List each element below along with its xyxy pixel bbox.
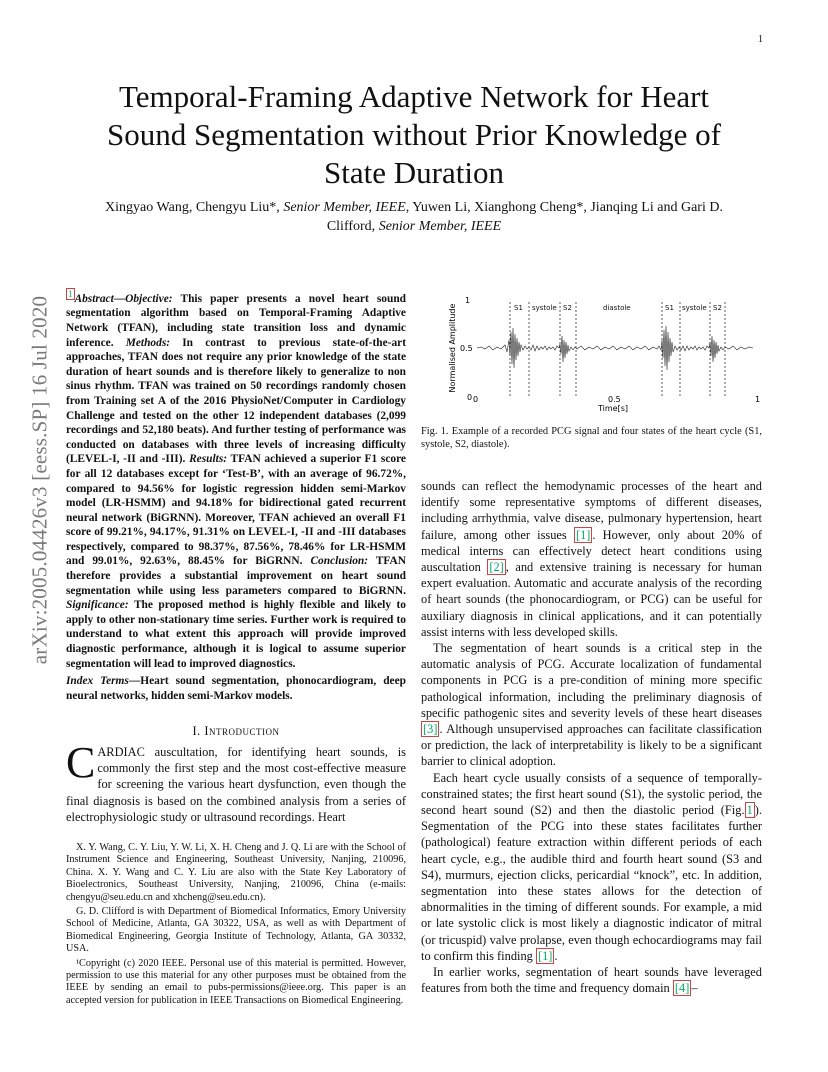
authors-part-1: Xingyao Wang, Chengyu Liu*,: [105, 200, 280, 215]
right-column-body: [421, 478, 762, 997]
index-terms-text: Heart sound segmentation, phonocardiogram, deep neural networks, hidden semi-Markov models.: [66, 675, 406, 702]
figure-1-pcg-plot: [445, 290, 765, 415]
segment-label-s1-a: S1: [514, 304, 523, 312]
footnote-affiliation: X. Y. Wang, C. Y. Liu, Y. W. Li, X. H. Cheng and J. Q. Li are with the School of Instrument Science and Engineering, Southeast University, Nanjing, 210096, China. X. Y. Wang and C. Y. Liu are also with the State Key Laboratory of Bioelectronics, Southeast University, Nanjing, 210096, China (e-mails: chengyu@seu.edu.cn and xhcheng@seu.edu.cn).: [66, 842, 406, 903]
figure-1-caption: Fig. 1. Example of a recorded PCG signal and four states of the heart cycle (S1, systole, S2, diastole).: [421, 426, 762, 450]
abstract-results: TFAN achieved a superior F1 score for all 12 databases except for ‘Test-B’, with an average of 96.72%, compared to 94.56% for logistic regression hidden semi-Markov model (LR-HSMM) and 94.18% for bidirectional gated recurrent neural network (BiGRNN). Moreover, TFAN achieved an overall F1 score of 99.21%, 94.17%, 91.31% on LEVEL-I, -II and -III databases respectively, compared to 98.37%, 87.56%, 78.46% for LR-HSMM and 99.01%, 92.63%, 88.45% for BiGRNN.: [66, 453, 406, 568]
citation-link-2[interactable]: [2]: [489, 560, 504, 575]
footnotes: [66, 842, 406, 1009]
right-paragraph-2: [421, 640, 762, 770]
authors-member-2: Senior Member, IEEE: [378, 219, 502, 234]
citation-link-3[interactable]: [3]: [423, 722, 438, 737]
right-paragraph-3: [421, 770, 762, 964]
segment-label-s2-b: S2: [713, 304, 722, 312]
page-number: 1: [758, 34, 763, 45]
abstract: $^1$ Abstract—Objective: This paper presents a novel heart sound segmentation algorithm based on Temporal-Framing Adaptive Network (TFAN), including state transition loss and dynamic inference. Methods: In contrast to previous state-of-the-art approaches, TFAN does not require any prior knowledge of the state duration of heart sounds and is therefore likely to generalize to non sinus rhythm. TFAN was trained on 50 recordings randomly chosen from Training set A of the 2016 PhysioNet/Computer in Cardiology Challenge and tested on the other 12 independent databases (2,099 recordings and 52,180 beats). And further testing of performance was conducted on databases with three levels of increasing difficulty (LEVEL-I, -II and -III). Results: TFAN achieved a superior F1 score for all 12 databases except for ‘Test-B’, with an average of 96.72%, compared to 94.56% for logistic regression hidden semi-Markov model (LR-HSMM) and 94.18% for bidirectional gated recurrent neural network (BiGRNN). Moreover, TFAN achieved an overall F1 score of 99.21%, 94.17%, 91.31% on LEVEL-I, -II and -III databases respectively, compared to 98.37%, 87.56%, 78.46% for LR-HSMM and 99.01%, 92.63%, 88.45% for BiGRNN. Conclusion: TFAN therefore provides a substantial improvement on heart sound segmentation while using less parameters compared to BiGRNN. Significance: The proposed method is highly flexible and likely to apply to other non-stationary time series. Further work is required to understand to what extent this approach will provide improved diagnostic performance, although it is logical to assume superior segmentation will lead to improved diagnostics.: [66, 289, 406, 670]
right-paragraph-4: [421, 964, 762, 996]
intro-paragraph: [66, 738, 406, 825]
drop-cap: C: [66, 738, 96, 787]
citation-link-5[interactable]: [1]: [537, 948, 553, 963]
p2-text-b: . Although unsupervised approaches can facilitate classification or prediction, the lack of interpretability is likely to be a significant barrier to clinical adoption.: [421, 722, 762, 769]
p1-text-a: sounds can reflect the hemodynamic processes of the heart and identify some representative symptoms of different diseases, including arrhythmia, valve disease, pulmonary hypertension, heart failure, among other issues: [421, 479, 762, 542]
results-label: Results:: [189, 453, 228, 466]
abstract-methods: In contrast to previous state-of-the-art approaches, TFAN does not require any prior knowledge of the state duration of heart sounds and is therefore likely to generalize to non sinus rhythm. TFAN was trained on 50 recordings randomly chosen from Training set A of the 2016 PhysioNet/Computer in Cardiology Challenge and tested on the other 12 independent databases (2,099 recordings and 52,180 beats). And further testing of performance was conducted on databases with three levels of increasing difficulty (LEVEL-I, -II and -III).: [66, 336, 406, 466]
figure-xtick-1: 1: [755, 395, 761, 404]
index-terms-label: Index Terms: [66, 675, 129, 687]
segment-label-diastole: diastole: [603, 304, 631, 312]
citation-link-6[interactable]: [4]: [674, 981, 690, 996]
section-heading-introduction: I. Introduction: [192, 724, 280, 738]
index-terms: Index Terms—Heart sound segmentation, phonocardiogram, deep neural networks, hidden semi-Markov models.: [66, 675, 406, 702]
footnote-copyright: ¹Copyright (c) 2020 IEEE. Personal use of this material is permitted. However, permission to use this material for any other purposes must be obtained from the IEEE by sending an email to pubs-permissions@ieee.org. This paper is an accepted version for publication in IEEE Transactions on Biomedical Engineering.: [66, 957, 406, 1006]
right-paragraph-1: [421, 478, 762, 640]
objective-label: Objective:: [125, 292, 173, 305]
p1-text-b: . However, only about 20% of medical interns can effectively detect heart conditions using auscultation: [421, 527, 762, 575]
authors-part-3: Clifford,: [326, 219, 376, 234]
abstract-significance: The proposed method is highly flexible and likely to apply to other non-stationary time series. Further work is required to understand to what extent this approach will provide improved diagnostic performance, although it is logical to assume superior segmentation will lead to improved diagnostics.: [66, 599, 406, 670]
citation-link-1[interactable]: [1]: [575, 527, 591, 542]
pcg-waveform: [477, 326, 753, 370]
abstract-label: Abstract: [74, 292, 114, 305]
figure-xlabel: Time[s]: [598, 404, 628, 413]
p1-text-c: , and extensive training is necessary for human expert evaluation. Automatic and accurate analysis of the recording of heart sounds (the phonocardiogram, or PCG) can be useful for auxiliary diagnosis in clinical applications, and it can potentially assist interns with less developed skills.: [421, 560, 762, 639]
footnote-marker-link[interactable]: 1: [68, 289, 73, 299]
methods-label: Methods:: [125, 336, 171, 349]
arxiv-stamp-text: arXiv:2005.04426v3 [eess.SP] 16 Jul 2020: [27, 295, 52, 665]
p3-text-a: Each heart cycle usually consists of a sequence of temporally-constrained states; the first heart sound (S1), the systolic period, the second heart sound (S2) and then the diastolic period (Fig.: [421, 770, 762, 818]
authors-member-1: Senior Member, IEEE,: [283, 200, 410, 215]
p4-text-a: In earlier works, segmentation of heart sounds have leveraged features from both the time and frequency domain: [421, 965, 762, 996]
conclusion-label: Conclusion:: [310, 555, 369, 568]
segment-label-s2-a: S2: [563, 304, 572, 312]
figure-ytick-0: 0: [467, 393, 473, 402]
intro-text: ARDIAC auscultation, for identifying heart sounds, is commonly the first step and the most cost-effective measure for screening the various heart dysfunction, even though the final diagnosis is based on the combined analysis from a series of electrophysiologic study or ultrasound recordings. Heart: [66, 745, 406, 824]
figure-ytick-05: 0.5: [460, 344, 473, 353]
figure-ytick-1: 1: [465, 296, 471, 305]
abstract-conclusion: TFAN therefore provides a substantial improvement on heart sound segmentation while using less parameters compared to BiGRNN.: [66, 555, 406, 597]
p3-text-b: ). Segmentation of the PCG into these states facilitates further (pathological) feature extraction within different periods of each heart cycle, e.g., the audible third and fourth heart sound (S3 and S4), murmurs, ejection clicks, pericardial “knock”, etc. In addition, segmentation into these states allows for the detection of abnormalities in the timing of different sounds. For example, a mid or late systolic click is most likely a diagnostic indicator of mitral (or tricuspid) valve prolapse, even though echocardiograms may fail to confirm this finding: [421, 803, 762, 963]
footnote-clifford: G. D. Clifford is with Department of Biomedical Informatics, Emory University School of Medicine, Atlanta, GA 30322, USA, as well as with Department of Biomedical Engineering, Georgia Institute of Technology, Atlanta, GA 30332, USA.: [66, 906, 406, 955]
arxiv-stamp: [22, 295, 58, 665]
significance-label: Significance:: [66, 599, 129, 612]
author-list: [60, 198, 768, 236]
p2-text-a: The segmentation of heart sounds is a critical step in the automatic analysis of PCG. Accurate localization of fundamental components in PCG is a pre-condition of mining more specific pathological information, including the preliminary diagnosis of specific pathogenic sites and severity levels of these heart diseases: [421, 641, 762, 720]
authors-part-2: Yuwen Li, Xianghong Cheng*, Jianqing Li and Gari D.: [412, 200, 723, 215]
figure-link-1[interactable]: 1: [746, 803, 753, 818]
figure-xtick-0: 0: [473, 395, 479, 404]
segment-label-s1-b: S1: [665, 304, 674, 312]
figure-ylabel: Normalised Amplitude: [448, 303, 457, 393]
abstract-objective: This paper presents a novel heart sound segmentation algorithm based on Temporal-Framing Adaptive Network (TFAN), including state transition loss and dynamic inference.: [66, 292, 406, 349]
segment-label-systole-b: systole: [682, 304, 707, 312]
paper-title: Temporal-Framing Adaptive Network for Heart Sound Segmentation without Prior Knowledge of State Duration: [107, 79, 721, 190]
segment-label-systole-a: systole: [532, 304, 557, 312]
p3-text-c: .: [554, 948, 558, 963]
figure-xtick-05: 0.5: [608, 395, 621, 404]
p4-text-b: –: [691, 981, 698, 996]
